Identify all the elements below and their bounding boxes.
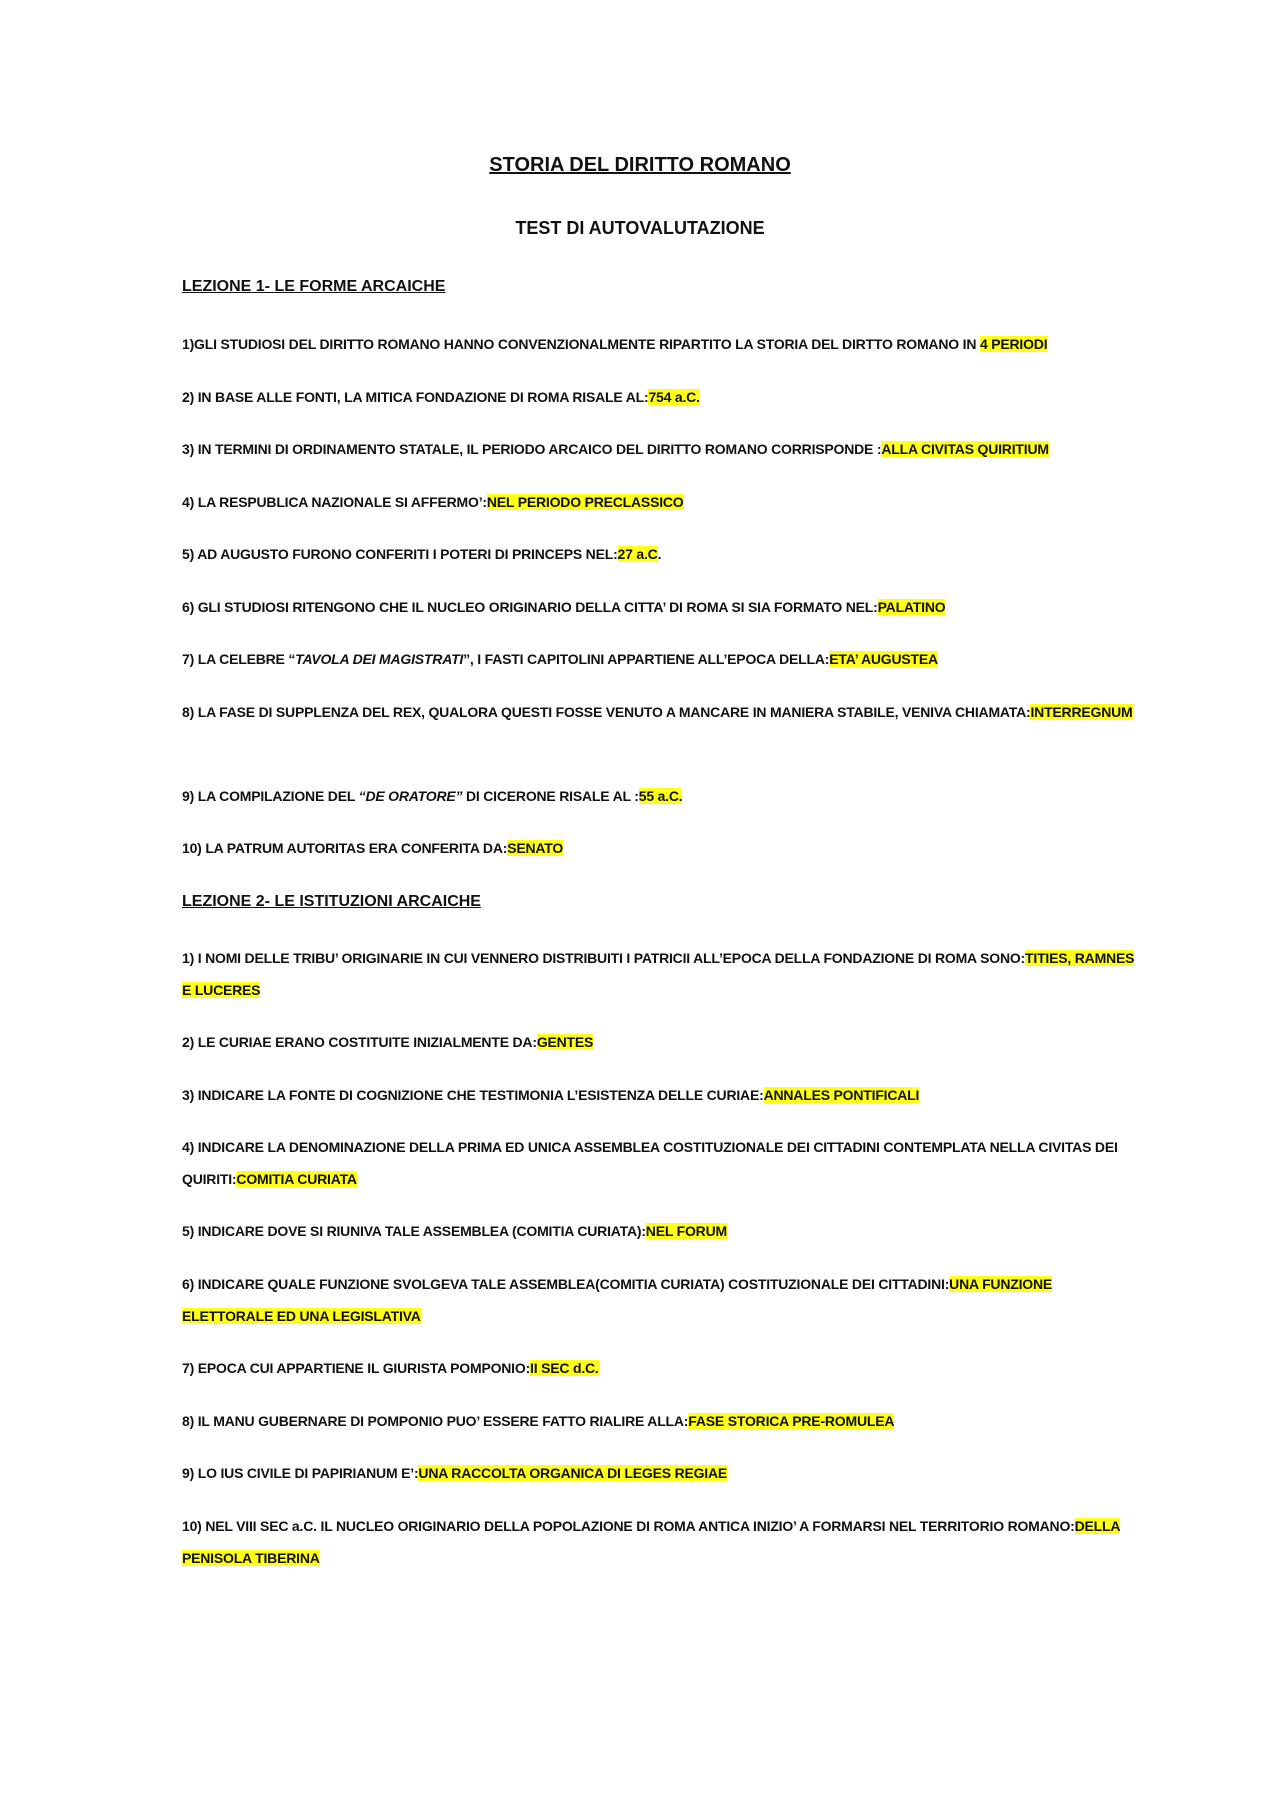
question-text: 4) LA RESPUBLICA NAZIONALE SI AFFERMO’: bbox=[182, 494, 487, 510]
question-item bbox=[182, 1079, 1142, 1111]
question-text: 8) IL MANU GUBERNARE DI POMPONIO PUO’ ESSERE FATTO RIALIRE ALLA: bbox=[182, 1413, 689, 1429]
question-item bbox=[182, 1457, 1142, 1489]
question-item bbox=[182, 1026, 1142, 1058]
question-item bbox=[182, 328, 1142, 360]
question-item bbox=[182, 780, 1142, 812]
question-text: DI CICERONE RISALE AL : bbox=[462, 788, 639, 804]
question-text: 6) INDICARE QUALE FUNZIONE SVOLGEVA TALE ASSEMBLEA(COMITIA CURIATA) COSTITUZIONALE DEI CITTADINI: bbox=[182, 1276, 950, 1292]
question-text: 10) LA PATRUM AUTORITAS ERA CONFERITA DA: bbox=[182, 840, 508, 856]
question-item bbox=[182, 942, 1142, 1006]
answer-highlight: FASE STORICA PRE-ROMULEA bbox=[688, 1413, 895, 1429]
question-item bbox=[182, 591, 1142, 623]
answer-highlight: UNA RACCOLTA ORGANICA DI LEGES REGIAE bbox=[418, 1465, 728, 1481]
question-text: 1)GLI STUDIOSI DEL DIRITTO ROMANO HANNO CONVENZIONALMENTE RIPARTITO LA STORIA DEL DIRTTO ROMANO IN bbox=[182, 336, 980, 352]
question-item bbox=[182, 1268, 1142, 1332]
question-item bbox=[182, 1405, 1142, 1437]
question-text: 3) INDICARE LA FONTE DI COGNIZIONE CHE TESTIMONIA L’ESISTENZA DELLE CURIAE: bbox=[182, 1087, 764, 1103]
question-item bbox=[182, 1352, 1142, 1384]
question-item bbox=[182, 381, 1142, 413]
answer-highlight: ALLA CIVITAS QUIRITIUM bbox=[881, 441, 1049, 457]
question-item bbox=[182, 433, 1142, 465]
question-text: 8) LA FASE DI SUPPLENZA DEL REX, QUALORA QUESTI FOSSE VENUTO A MANCARE IN MANIERA STABILE, VENIVA CHIAMATA: bbox=[182, 704, 1031, 720]
document-subtitle: TEST DI AUTOVALUTAZIONE bbox=[515, 218, 765, 238]
answer-highlight: ANNALES PONTIFICALI bbox=[763, 1087, 920, 1103]
question-text: 3) IN TERMINI DI ORDINAMENTO STATALE, IL PERIODO ARCAICO DEL DIRITTO ROMANO CORRISPONDE : bbox=[182, 441, 882, 457]
question-item bbox=[182, 1131, 1142, 1195]
answer-highlight: NEL PERIODO PRECLASSICO bbox=[486, 494, 684, 510]
answer-highlight: COMITIA CURIATA bbox=[236, 1171, 357, 1187]
question-text: 1) I NOMI DELLE TRIBU’ ORIGINARIE IN CUI VENNERO DISTRIBUITI I PATRICII ALL’EPOCA DELLA FONDAZIONE DI ROMA SONO: bbox=[182, 950, 1026, 966]
question-item bbox=[182, 832, 1142, 864]
question-text: 5) INDICARE DOVE SI RIUNIVA TALE ASSEMBLEA (COMITIA CURIATA): bbox=[182, 1223, 646, 1239]
answer-highlight: GENTES bbox=[536, 1034, 594, 1050]
answer-highlight: 55 a.C. bbox=[638, 788, 683, 804]
question-item bbox=[182, 696, 1142, 728]
answer-highlight: DELLA PENISOLA TIBERINA bbox=[182, 1518, 1121, 1566]
section-heading-lezione-1: LEZIONE 1- LE FORME ARCAICHE bbox=[182, 278, 446, 295]
question-item bbox=[182, 1510, 1142, 1574]
question-text: 9) LO IUS CIVILE DI PAPIRIANUM E’: bbox=[182, 1465, 419, 1481]
question-item bbox=[182, 538, 1142, 570]
question-prefix: 9) LA COMPILAZIONE DEL bbox=[182, 788, 359, 804]
question-suffix: . bbox=[657, 546, 662, 562]
question-text: 7) EPOCA CUI APPARTIENE IL GIURISTA POMPONIO: bbox=[182, 1360, 531, 1376]
question-text: 4) INDICARE LA DENOMINAZIONE DELLA PRIMA ED UNICA ASSEMBLEA COSTITUZIONALE DEI CITTADINI CONTEMPLATA NELLA CIVITAS DEI QUIRITI: bbox=[182, 1139, 1118, 1187]
question-text: 6) GLI STUDIOSI RITENGONO CHE IL NUCLEO ORIGINARIO DELLA CITTA’ DI ROMA SI SIA FORMATO NEL: bbox=[182, 599, 878, 615]
answer-highlight: 27 a.C bbox=[617, 546, 658, 562]
section-heading-lezione-2: LEZIONE 2- LE ISTITUZIONI ARCAICHE bbox=[182, 893, 481, 910]
answer-highlight: SENATO bbox=[507, 840, 564, 856]
question-item bbox=[182, 643, 1142, 675]
question-prefix: 7) LA CELEBRE “ bbox=[182, 651, 296, 667]
question-text: 5) AD AUGUSTO FURONO CONFERITI I POTERI DI PRINCEPS NEL: bbox=[182, 546, 618, 562]
question-item bbox=[182, 486, 1142, 518]
answer-highlight: 4 PERIODI bbox=[979, 336, 1048, 352]
question-item bbox=[182, 1215, 1142, 1247]
question-text: 2) IN BASE ALLE FONTI, LA MITICA FONDAZIONE DI ROMA RISALE AL: bbox=[182, 389, 649, 405]
answer-highlight: TITIES, RAMNES E LUCERES bbox=[182, 950, 1135, 998]
answer-highlight: UNA FUNZIONE ELETTORALE ED UNA LEGISLATIVA bbox=[182, 1276, 1053, 1324]
question-text: 10) NEL VIII SEC a.C. IL NUCLEO ORIGINARIO DELLA POPOLAZIONE DI ROMA ANTICA INIZIO’ A FORMARSI NEL TERRITORIO ROMANO: bbox=[182, 1518, 1075, 1534]
italic-title: “DE ORATORE” bbox=[358, 788, 463, 804]
answer-highlight: II SEC d.C. bbox=[530, 1360, 599, 1376]
answer-highlight: PALATINO bbox=[877, 599, 946, 615]
answer-highlight: NEL FORUM bbox=[645, 1223, 727, 1239]
answer-highlight: ETA’ AUGUSTEA bbox=[829, 651, 938, 667]
document-title: STORIA DEL DIRITTO ROMANO bbox=[489, 154, 791, 176]
question-text: ”, I FASTI CAPITOLINI APPARTIENE ALL’EPOCA DELLA: bbox=[463, 651, 830, 667]
italic-title: TAVOLA DEI MAGISTRATI bbox=[295, 651, 464, 667]
answer-highlight: INTERREGNUM bbox=[1030, 704, 1133, 720]
question-text: 2) LE CURIAE ERANO COSTITUITE INIZIALMENTE DA: bbox=[182, 1034, 537, 1050]
answer-highlight: 754 a.C. bbox=[648, 389, 700, 405]
